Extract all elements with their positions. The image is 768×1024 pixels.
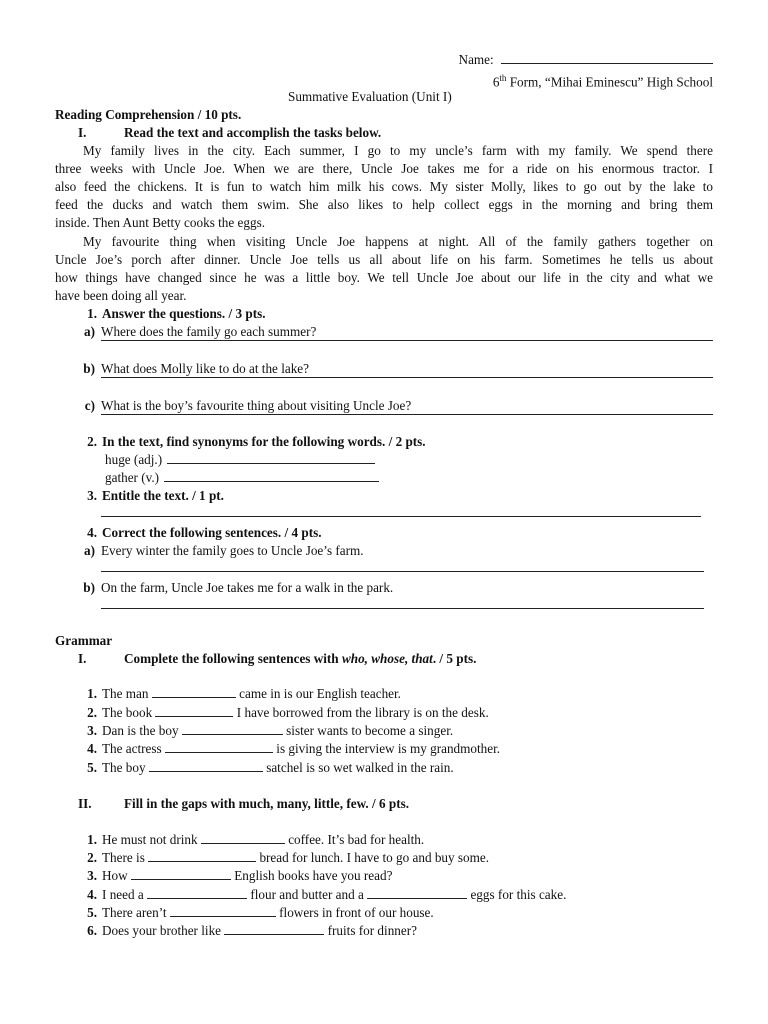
question-title: Entitle the text. / 1 pt. bbox=[102, 488, 224, 503]
gap-field[interactable] bbox=[182, 723, 283, 735]
item-text: Does your brother like bbox=[102, 923, 222, 938]
question-2-heading bbox=[55, 433, 426, 451]
question-title: Answer the questions. / 3 pts. bbox=[102, 306, 266, 321]
text-line: have been doing all year. bbox=[55, 288, 187, 303]
gap-field[interactable] bbox=[147, 887, 247, 899]
item-number: 3. bbox=[87, 723, 97, 738]
item-text: is giving the interview is my grandmother. bbox=[276, 741, 501, 756]
item-text: Every winter the family goes to Uncle Joe’s farm. bbox=[101, 543, 364, 558]
grammar-ex2-item-4 bbox=[55, 886, 566, 904]
item-label: b) bbox=[83, 580, 95, 595]
item-text: What does Molly like to do at the lake? bbox=[101, 361, 310, 376]
question-number: 1. bbox=[87, 306, 97, 321]
text-line: inside. Then Aunt Betty cooks the eggs. bbox=[55, 215, 266, 230]
item-number: 4. bbox=[87, 741, 97, 756]
item-label: c) bbox=[84, 398, 95, 413]
item-label: a) bbox=[84, 324, 95, 339]
text-line: My family lives in the city. Each summer, I go to my uncle’s farm with my family. We spend there bbox=[83, 143, 713, 158]
item-text: I have borrowed from the library is on the desk. bbox=[236, 705, 489, 720]
question-number: 4. bbox=[87, 525, 97, 540]
reading-task-instruction: Read the text and accomplish the tasks below. bbox=[124, 125, 382, 140]
item-text: flour and butter and a bbox=[250, 887, 364, 902]
question-number: 3. bbox=[87, 488, 97, 503]
instruction-words: who, whose, that bbox=[341, 651, 433, 666]
grammar-ex1-instruction bbox=[124, 650, 476, 668]
text-line: feed the ducks and watch them swim. She also likes to help collect eggs in the morning and bring them bbox=[55, 197, 713, 212]
grammar-ex2-instruction: Fill in the gaps with much, many, little, few. / 6 pts. bbox=[124, 796, 410, 811]
item-text: coffee. It’s bad for health. bbox=[288, 832, 425, 847]
question-title: Correct the following sentences. / 4 pts. bbox=[102, 525, 322, 540]
question-4a bbox=[55, 542, 364, 560]
text-line: three weeks with Uncle Joe. When we are there, Uncle Joe takes me for a ride on his enormous tractor. I bbox=[55, 161, 713, 176]
gap-field[interactable] bbox=[170, 905, 276, 917]
question-title: In the text, find synonyms for the following words. / 2 pts. bbox=[102, 434, 426, 449]
text-line: also feed the chickens. It is fun to watch him milk his cows. My sister Molly, likes to go out by the lake to bbox=[55, 179, 713, 194]
grammar-ex1-item-4 bbox=[55, 740, 500, 758]
instruction-text: Complete the following sentences with bbox=[124, 651, 342, 666]
item-number: 2. bbox=[87, 850, 97, 865]
item-text: sister wants to become a singer. bbox=[286, 723, 454, 738]
grammar-ex1-roman: I. bbox=[78, 651, 87, 666]
grammar-section-title: Grammar bbox=[55, 633, 113, 648]
synonym-answer-field[interactable] bbox=[164, 470, 379, 482]
item-text: There is bbox=[102, 850, 145, 865]
name-line bbox=[459, 51, 713, 69]
answer-line-1a[interactable] bbox=[101, 340, 713, 341]
synonym-word: huge (adj.) bbox=[105, 452, 163, 467]
name-label: Name: bbox=[458, 52, 494, 67]
gap-field[interactable] bbox=[367, 887, 467, 899]
gap-field[interactable] bbox=[148, 850, 256, 862]
item-text: The man bbox=[102, 686, 149, 701]
question-4-heading bbox=[55, 524, 322, 542]
item-text: came in is our English teacher. bbox=[239, 686, 401, 701]
answer-line-1b[interactable] bbox=[101, 377, 713, 378]
gap-field[interactable] bbox=[165, 741, 273, 753]
item-number: 1. bbox=[87, 686, 97, 701]
item-text: There aren’t bbox=[102, 905, 167, 920]
item-text: I need a bbox=[102, 887, 144, 902]
grammar-ex1-item-3 bbox=[55, 722, 453, 740]
text-line: how things have changed since he was a little boy. We tell Uncle Joe about our life in the city and what we bbox=[55, 270, 713, 285]
item-number: 1. bbox=[87, 832, 97, 847]
item-text: eggs for this cake. bbox=[470, 887, 567, 902]
gap-field[interactable] bbox=[155, 705, 233, 717]
reading-task-roman: I. bbox=[78, 125, 87, 140]
item-text: English books have you read? bbox=[234, 868, 393, 883]
grammar-ex1-item-5 bbox=[55, 759, 454, 777]
item-text: The book bbox=[102, 705, 153, 720]
item-text: The boy bbox=[102, 760, 146, 775]
evaluation-title: Summative Evaluation (Unit I) bbox=[288, 89, 452, 104]
item-number: 5. bbox=[87, 760, 97, 775]
grammar-ex2-item-2 bbox=[55, 849, 489, 867]
question-4b bbox=[55, 579, 393, 597]
answer-line-title[interactable] bbox=[101, 516, 701, 517]
grammar-ex1-item-1 bbox=[55, 685, 401, 703]
question-1b bbox=[55, 360, 309, 378]
item-text: Where does the family go each summer? bbox=[101, 324, 317, 339]
synonym-answer-field[interactable] bbox=[167, 452, 375, 464]
grammar-ex1-item-2 bbox=[55, 704, 489, 722]
question-1-heading bbox=[55, 305, 266, 323]
gap-field[interactable] bbox=[224, 923, 324, 935]
item-text: satchel is so wet walked in the rain. bbox=[266, 760, 454, 775]
answer-line-4a[interactable] bbox=[101, 571, 704, 572]
synonym-word: gather (v.) bbox=[105, 470, 160, 485]
item-text: fruits for dinner? bbox=[327, 923, 417, 938]
gap-field[interactable] bbox=[201, 832, 285, 844]
reading-paragraph-2 bbox=[55, 233, 713, 305]
gap-field[interactable] bbox=[131, 868, 231, 880]
form-number: 6 bbox=[492, 74, 500, 90]
gap-field[interactable] bbox=[152, 686, 236, 698]
item-number: 6. bbox=[87, 923, 97, 938]
grammar-ex2-item-6 bbox=[55, 922, 417, 940]
reading-paragraph-1 bbox=[55, 142, 713, 232]
question-3-heading bbox=[55, 487, 224, 505]
item-number: 5. bbox=[87, 905, 97, 920]
form-suffix: th bbox=[499, 73, 507, 83]
item-text: bread for lunch. I have to go and buy some. bbox=[259, 850, 490, 865]
item-text: The actress bbox=[102, 741, 162, 756]
item-text: What is the boy’s favourite thing about visiting Uncle Joe? bbox=[101, 398, 412, 413]
gap-field[interactable] bbox=[149, 760, 263, 772]
synonym-gather bbox=[105, 469, 379, 487]
item-number: 3. bbox=[87, 868, 97, 883]
grammar-ex2-item-3 bbox=[55, 867, 392, 885]
name-field[interactable] bbox=[501, 52, 713, 64]
item-label: b) bbox=[83, 361, 95, 376]
item-text: He must not drink bbox=[102, 832, 198, 847]
item-text: flowers in front of our house. bbox=[279, 905, 434, 920]
grammar-ex2-item-1 bbox=[55, 831, 424, 849]
item-text: How bbox=[102, 868, 128, 883]
item-number: 4. bbox=[87, 887, 97, 902]
answer-line-1c[interactable] bbox=[101, 414, 713, 415]
text-line: Uncle Joe’s porch after dinner. Uncle Joe tells us all about life on his farm. Sometimes he tells us about bbox=[55, 252, 713, 267]
item-text: Dan is the boy bbox=[102, 723, 179, 738]
question-1a bbox=[55, 323, 316, 341]
item-label: a) bbox=[84, 543, 95, 558]
form-school: Form, “Mihai Eminescu” High School bbox=[506, 74, 713, 90]
reading-section-title: Reading Comprehension / 10 pts. bbox=[55, 107, 242, 122]
synonym-huge bbox=[105, 451, 375, 469]
answer-line-4b[interactable] bbox=[101, 608, 704, 609]
school-line bbox=[493, 69, 713, 91]
item-number: 2. bbox=[87, 705, 97, 720]
instruction-points: . / 5 pts. bbox=[432, 651, 477, 666]
text-line: My favourite thing when visiting Uncle Joe happens at night. All of the family gathers together on bbox=[83, 234, 713, 249]
item-text: On the farm, Uncle Joe takes me for a walk in the park. bbox=[101, 580, 394, 595]
question-number: 2. bbox=[87, 434, 97, 449]
question-1c bbox=[55, 397, 411, 415]
grammar-ex2-roman: II. bbox=[78, 796, 92, 811]
grammar-ex2-item-5 bbox=[55, 904, 434, 922]
